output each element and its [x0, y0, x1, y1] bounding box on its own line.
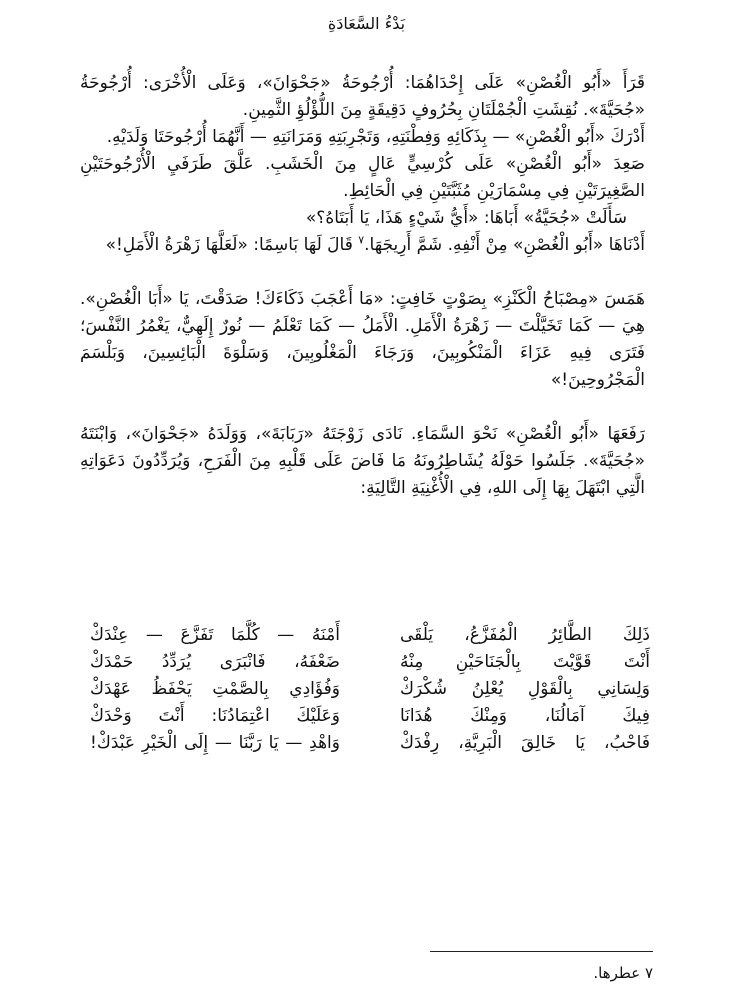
paragraph-5-text-a: أَدْنَاهَا «أَبُو الْغُصْنِ» مِنْ أَنْفِهِ. شَمَّ أَرِيجَهَا.: [364, 235, 645, 255]
poem-verse: [90, 622, 650, 649]
poem-second-hemistich: وَفُؤَادِي بِالصَّمْتِ يَحْفَظُ عَهْدَكْ: [90, 679, 340, 699]
footnote-marker: ٧: [644, 964, 653, 982]
poem-verse: [90, 676, 650, 703]
paragraph-6: هَمَسَ «مِصْبَاحُ الْكَنْزِ» بِصَوْتٍ خَافِتٍ: «مَا أَعْجَبَ ذَكَاءَكَ! صَدَقْتَ، يَا «أَبَا الْغُصْنِ». هِيَ — كَمَا تَخَيَّلْتَ — زَهْرَةُ الْأَمَلِ. الْأَمَلُ — كَمَا تَعْلَمُ — نُورٌ إِلَهِيٌّ، يَغْمُرُ النَّفْسَ؛ فَتَرَى فِيهِ عَزَاءَ الْمَنْكُوبِينَ، وَرَجَاءَ الْمَغْلُوبِينَ، وَسَلْوَةَ الْبَائِسِينَ، وَبَلْسَمَ الْمَجْرُوحِينَ!»: [80, 289, 645, 390]
poem-verse: [90, 730, 650, 757]
paragraph-5: [80, 232, 645, 259]
poem-first-hemistich: وَلِسَانِي بِالْقَوْلِ يُعْلِنُ شُكْرَكْ: [400, 679, 650, 699]
poem-second-hemistich: وَعَلَيْكَ اعْتِمَادُنَا: أَنْتَ وَحْدَكْ: [90, 706, 340, 726]
footnote-reference[interactable]: ٧: [358, 233, 365, 247]
poem-first-hemistich: ذَلِكَ الطَّائِرُ الْمُفَزَّعُ، يَلْقَى: [400, 625, 650, 645]
poem-second-hemistich: أَمْنَهُ — كُلَّمَا تَفَزَّعَ — عِنْدَكْ: [90, 625, 340, 645]
paragraph-3: صَعِدَ «أَبُو الْغُصْنِ» عَلَى كُرْسِيٍّ عَالٍ مِنَ الْخَشَبِ. عَلَّقَ طَرَفَيِ الْأُرْجُوحَتَيْنِ الصَّغِيرَتَيْنِ فِي مِسْمَارَيْنِ مُثَبَّتَيْنِ فِي الْحَائِطِ.: [80, 154, 645, 201]
paragraph-2: أَدْرَكَ «أَبُو الْغُصْنِ» — بِذَكَائِهِ وَفِطْنَتِهِ، وَتَجْرِبَتِهِ وَمَرَانَتِهِ — أَنَّهُمَا أُرْجُوحَتَا وَلَدَيْهِ.: [106, 127, 645, 147]
footnote-text: عطرها.: [593, 964, 645, 982]
footnote-divider: [430, 951, 653, 952]
paragraph-7: رَفَعَهَا «أَبُو الْغُصْنِ» نَحْوَ السَّمَاءِ. نَادَى زَوْجَتَهُ «رَبَابَةَ»، وَوَلَدَهُ «جَحْوَانَ»، وَابْنَتَهُ «جُحَيَّةَ». جَلَسُوا حَوْلَهُ يُشَاطِرُونَهُ مَا فَاضَ عَلَى قَلْبِهِ مِنَ الْفَرَحِ، وَيُرَدِّدُونَ دَعَوَاتِهِ الَّتِي ابْتَهَلَ بِهَا إِلَى اللهِ، فِي الْأُغْنِيَةِ التَّالِيَةِ:: [80, 424, 645, 498]
footnote: [593, 962, 653, 984]
main-text: [80, 70, 645, 502]
paragraph-5-text-b: قَالَ لَهَا بَاسِمًا: «لَعَلَّهَا زَهْرَةُ الْأَمَلِ!»: [105, 235, 359, 255]
poem-first-hemistich: فَاحْبُ، يَا خَالِقَ الْبَرِيَّةِ، رِفْدَكْ: [400, 733, 650, 753]
poem-verse: [90, 649, 650, 676]
poem-verse: [90, 703, 650, 730]
paragraph-1: قَرَأَ «أَبُو الْغُصْنِ» عَلَى إِحْدَاهُمَا: أُرْجُوحَةُ «جَحْوَانَ»، وَعَلَى الْأُخْرَى: أُرْجُوحَةُ «جُحَيَّةَ». نُقِشَتِ الْجُمْلَتَانِ بِحُرُوفٍ دَقِيقَةٍ مِنَ اللُّؤْلُؤِ الثَّمِينِ.: [80, 73, 645, 120]
paragraph-4: سَأَلَتْ «جُحَيَّةُ» أَبَاهَا: «أَيُّ شَيْءٍ هَذَا، يَا أَبَتَاهُ؟»: [305, 208, 627, 228]
poem-first-hemistich: أَنْتَ قَوَّيْتَ بِالْجَنَاحَيْنِ مِنْهُ: [400, 652, 650, 672]
poem-second-hemistich: ضَعْفَهُ، فَانْبَرَى يُرَدِّدُ حَمْدَكْ: [90, 652, 340, 672]
poem-second-hemistich: وَاهْدِ — يَا رَبَّنَا — إِلَى الْخَيْرِ عَبْدَكْ!: [90, 733, 340, 753]
poem: [90, 622, 650, 757]
running-header: بَدْءُ السَّعَادَةِ: [327, 14, 406, 33]
poem-first-hemistich: فِيكَ آمَالُنَا، وَمِنْكَ هُدَانَا: [400, 706, 650, 726]
